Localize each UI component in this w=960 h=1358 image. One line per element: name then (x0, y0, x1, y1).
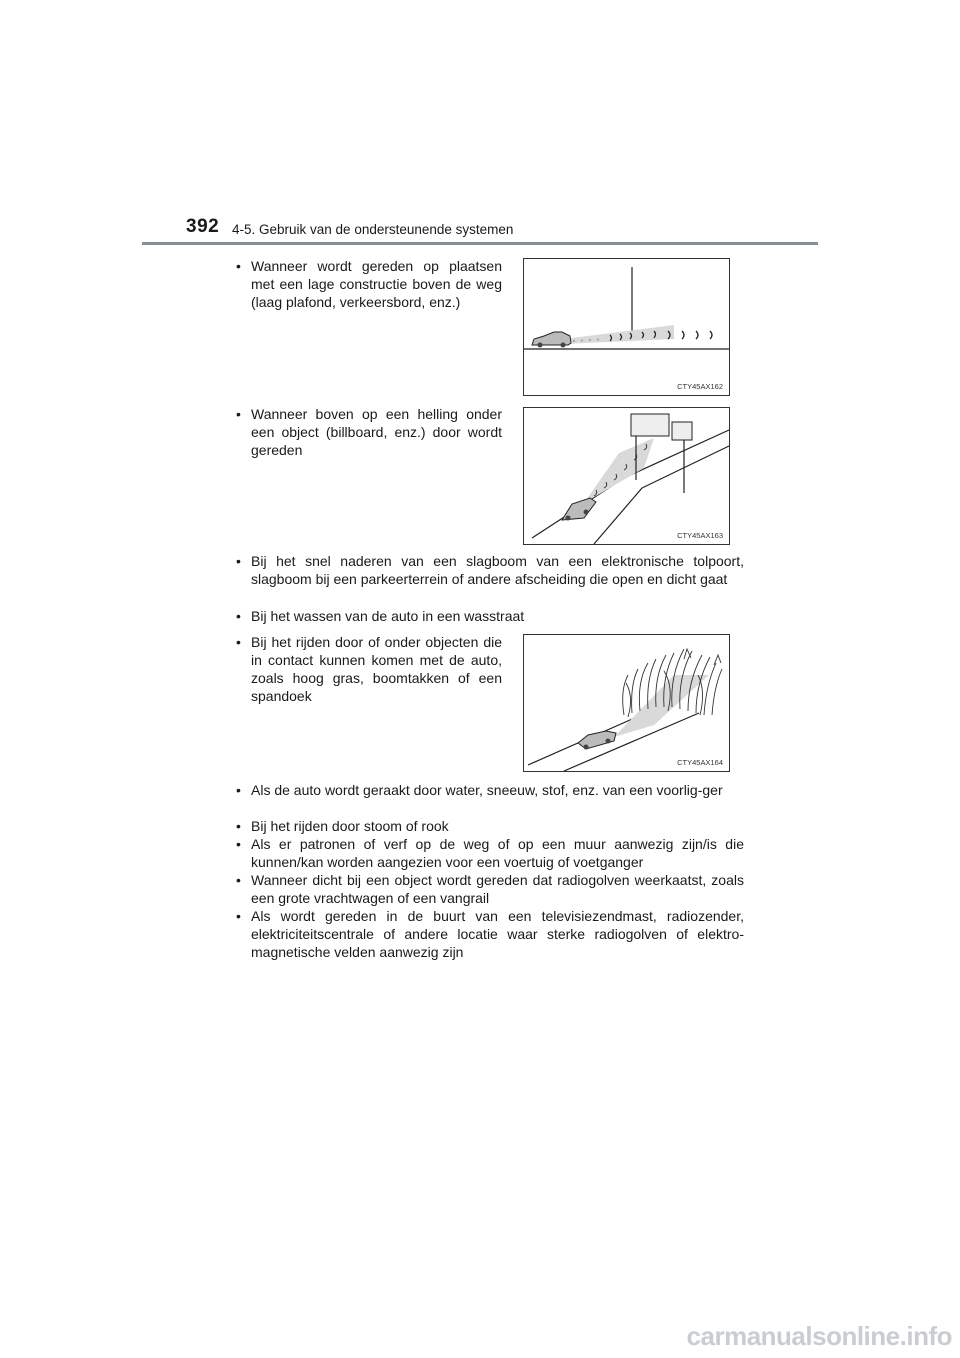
bullet: • (236, 872, 241, 888)
car-icon (532, 332, 571, 348)
figure-low-structure (523, 258, 730, 396)
list-item (236, 405, 502, 459)
list-item-text: Wanneer wordt gereden op plaatsen met een lage constructie boven de weg (laag plafond, verkeersbord, enz.) (251, 258, 502, 310)
list-item (236, 907, 744, 961)
bullet: • (236, 836, 241, 852)
bullet: • (236, 406, 241, 422)
list-item-text: Bij het rijden door stoom of rook (251, 818, 449, 834)
figure-illustration (524, 635, 729, 771)
bullet: • (236, 553, 241, 569)
list-item-text: Wanneer dicht bij een object wordt gereden dat radiogolven weerkaatst, zoals een grote vrachtwagen of een vangrail (251, 872, 744, 906)
list-item (236, 817, 744, 835)
list-item-text: Wanneer boven op een helling onder een object (billboard, enz.) door wordt gereden (251, 406, 502, 458)
page-number: 392 (186, 216, 220, 237)
section-title: 4-5. Gebruik van de ondersteunende systemen (232, 222, 514, 237)
list-item-text: Bij het wassen van de auto in een wasstraat (251, 608, 525, 624)
list-item (236, 871, 744, 907)
list-item (236, 607, 744, 625)
bullet: • (236, 634, 241, 650)
list-item-text: Als wordt gereden in de buurt van een televisiezendmast, radiozender, elektriciteitscentrale of andere locatie waar sterke radiogolven of elektro-magnetische velden aanwezig zijn (251, 908, 744, 960)
figure-code: CTY45AX164 (677, 758, 723, 767)
car-icon (562, 498, 596, 521)
list-item-text: Als de auto wordt geraakt door water, sneeuw, stof, enz. van een voorlig-ger (251, 782, 723, 798)
list-item-text: Als er patronen of verf op de weg of op een muur aanwezig zijn/is die kunnen/kan worden aangezien voor een voertuig of voetganger (251, 836, 744, 870)
bullet: • (236, 782, 241, 798)
list-item-text: Bij het rijden door of onder objecten die in contact kunnen komen met de auto, zoals hoog gras, boomtakken of een spandoek (251, 634, 502, 704)
list-item (236, 835, 744, 871)
figure-code: CTY45AX162 (677, 382, 723, 391)
figure-illustration (524, 408, 729, 544)
figure-tall-grass (523, 634, 730, 772)
figure-code: CTY45AX163 (677, 531, 723, 540)
header-rule (142, 242, 818, 245)
car-icon (578, 731, 616, 750)
bullet: • (236, 908, 241, 924)
list-item (236, 257, 502, 311)
bullet: • (236, 258, 241, 274)
list-item-text: Bij het snel naderen van een slagboom van een elektronische tolpoort, slagboom bij een parkeerterrein of andere afscheiding die open en dicht gaat (251, 553, 744, 587)
watermark: carmanualsonline.info (686, 1321, 952, 1351)
list-item (236, 781, 744, 799)
list-item (236, 552, 744, 588)
bullet: • (236, 818, 241, 834)
bullet: • (236, 608, 241, 624)
figure-billboard-slope (523, 407, 730, 545)
figure-illustration (524, 259, 729, 395)
list-item (236, 633, 502, 705)
